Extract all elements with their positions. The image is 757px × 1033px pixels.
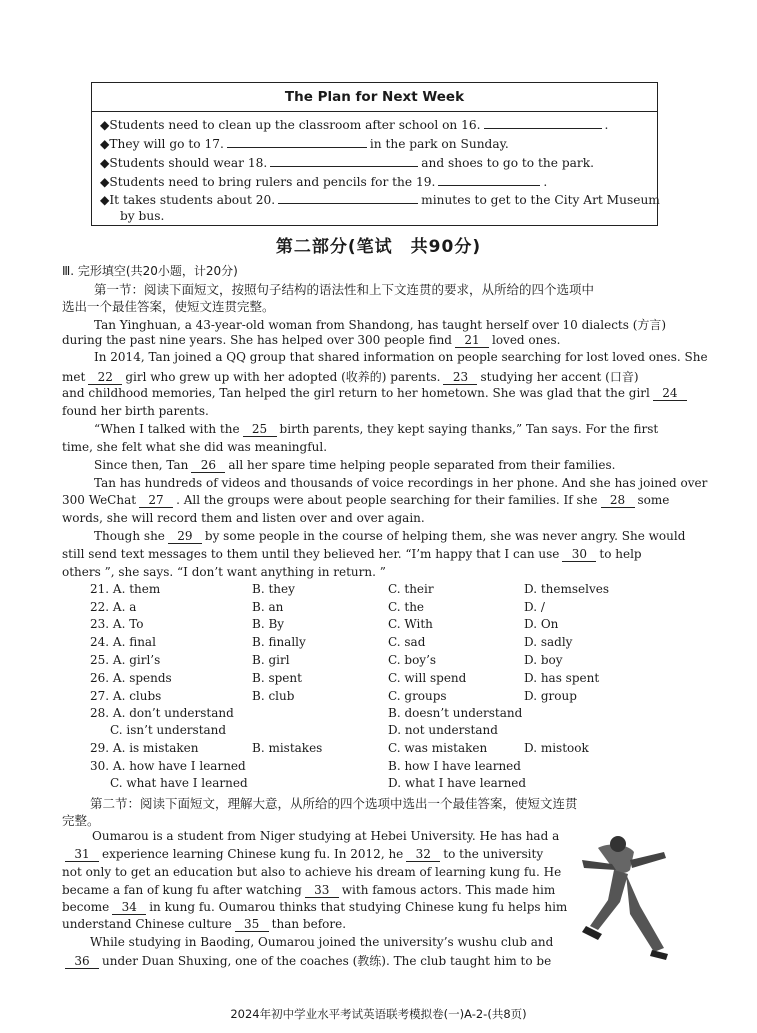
option[interactable]: D. /	[524, 600, 545, 614]
option[interactable]: B. how I have learned	[388, 759, 521, 773]
option[interactable]: 21. A. them	[90, 582, 161, 596]
blank-26[interactable]: 26	[191, 458, 225, 473]
blank-32[interactable]: 32	[406, 847, 440, 862]
answer-blank[interactable]	[438, 173, 540, 186]
option[interactable]: D. On	[524, 617, 559, 631]
blank-33[interactable]: 33	[305, 883, 339, 898]
passage-line: words, she will record them and listen over and over again.	[62, 511, 425, 525]
page-footer: 2024年初中学业水平考试英语联考模拟卷(一)A-2-(共8页)	[230, 1007, 527, 1021]
blank-35[interactable]: 35	[235, 917, 269, 932]
option[interactable]: B. an	[252, 600, 284, 614]
plan-line-cont: by bus.	[120, 209, 165, 223]
option[interactable]: C. their	[388, 582, 434, 596]
option[interactable]: C. what have I learned	[110, 776, 248, 790]
passage-line: still send text messages to them until they believed her. “I’m happy that I can use 30 to help	[62, 547, 642, 561]
option[interactable]: 22. A. a	[90, 600, 137, 614]
passage-line: Tan Yinghuan, a 43-year-old woman from Shandong, has taught herself over 10 dialects (方言)	[94, 318, 667, 332]
blank-24[interactable]: 24	[653, 386, 687, 401]
part3-instructions-2: 选出一个最佳答案，使短文连贯完整。	[62, 299, 275, 314]
part3-instructions: 第一节：阅读下面短文，按照句子结构的语法性和上下文连贯的要求，从所给的四个选项中	[94, 282, 595, 297]
option[interactable]: 27. A. clubs	[90, 689, 162, 703]
option[interactable]: 26. A. spends	[90, 671, 172, 685]
option[interactable]: D. what I have learned	[388, 776, 527, 790]
plan-line-17: ◆They will go to 17. in the park on Sunday.	[100, 137, 509, 151]
kung-fu-figure-image	[568, 830, 678, 962]
answer-blank[interactable]	[227, 135, 367, 148]
option[interactable]: 29. A. is mistaken	[90, 741, 199, 755]
answer-blank[interactable]	[278, 191, 418, 204]
option[interactable]: 23. A. To	[90, 617, 144, 631]
passage-line: 36 under Duan Shuxing, one of the coaches (教练). The club taught him to be	[62, 952, 551, 969]
option[interactable]: 30. A. how have I learned	[90, 759, 246, 773]
section-title: 第二部分(笔试 共90分)	[275, 237, 482, 257]
passage-line: 300 WeChat 27 . All the groups were about people searching for their families. If she 28 some	[62, 493, 670, 507]
plan-line-19: ◆Students need to bring rulers and pencils for the 19. .	[100, 175, 548, 189]
blank-25[interactable]: 25	[243, 422, 277, 437]
option[interactable]: B. mistakes	[252, 741, 323, 755]
passage-line: understand Chinese culture 35 than before.	[62, 917, 347, 931]
option[interactable]: D. has spent	[524, 671, 600, 685]
passage-line: found her birth parents.	[62, 404, 209, 418]
option[interactable]: 24. A. final	[90, 635, 156, 649]
blank-28[interactable]: 28	[601, 493, 635, 508]
passage-line: become 34 in kung fu. Oumarou thinks that studying Chinese kung fu helps him	[62, 900, 568, 914]
passage-line: While studying in Baoding, Oumarou joined the university’s wushu club and	[90, 935, 554, 949]
passage-line: Oumarou is a student from Niger studying at Hebei University. He has had a	[92, 829, 560, 843]
passage-line: Since then, Tan 26 all her spare time helping people separated from their families.	[94, 458, 616, 472]
option[interactable]: D. mistook	[524, 741, 589, 755]
blank-31[interactable]: 31	[65, 847, 99, 862]
option[interactable]: C. boy’s	[388, 653, 437, 667]
blank-21[interactable]: 21	[455, 333, 489, 348]
plan-title: The Plan for Next Week	[92, 83, 657, 112]
plan-line-20: ◆It takes students about 20. minutes to get to the City Art Museum	[100, 193, 660, 207]
option[interactable]: C. was mistaken	[388, 741, 488, 755]
option[interactable]: D. boy	[524, 653, 563, 667]
option[interactable]: B. girl	[252, 653, 290, 667]
option[interactable]: B. club	[252, 689, 295, 703]
passage-line: not only to get an education but also to achieve his dream of learning kung fu. He	[62, 865, 562, 879]
option[interactable]: C. will spend	[388, 671, 467, 685]
option[interactable]: B. spent	[252, 671, 302, 685]
blank-27[interactable]: 27	[139, 493, 173, 508]
option[interactable]: D. sadly	[524, 635, 573, 649]
plan-line-18: ◆Students should wear 18. and shoes to go to the park.	[100, 156, 595, 170]
passage-line: 31 experience learning Chinese kung fu. In 2012, he 32 to the university	[62, 847, 543, 862]
passage-line: became a fan of kung fu after watching 33 with famous actors. This made him	[62, 883, 556, 897]
option[interactable]: C. isn’t understand	[110, 723, 227, 737]
answer-blank[interactable]	[484, 116, 602, 129]
passage-line: Tan has hundreds of videos and thousands of voice recordings in her phone. And she has joined over	[94, 476, 708, 490]
answer-blank[interactable]	[270, 154, 418, 167]
option[interactable]: D. themselves	[524, 582, 609, 596]
blank-34[interactable]: 34	[112, 900, 146, 915]
passage-line: “When I talked with the 25 birth parents, they kept saying thanks,” Tan says. For the first	[94, 422, 659, 436]
passage-line: met 22 girl who grew up with her adopted (收养的) parents. 23 studying her accent (口音)	[62, 370, 639, 384]
option[interactable]: D. not understand	[388, 723, 498, 737]
option[interactable]: 28. A. don’t understand	[90, 706, 234, 720]
plan-line-16: ◆Students need to clean up the classroom after school on 16. .	[100, 118, 609, 132]
passage-line: Though she 29 by some people in the course of helping them, she was never angry. She would	[94, 529, 686, 543]
part3b-instructions: 第二节：阅读下面短文，理解大意，从所给的四个选项中选出一个最佳答案，使短文连贯	[90, 796, 578, 811]
passage-line: In 2014, Tan joined a QQ group that shared information on people searching for lost loved ones. She	[94, 350, 708, 364]
passage-line: and childhood memories, Tan helped the girl return to her hometown. She was glad that the girl 24	[62, 386, 690, 401]
option[interactable]: C. the	[388, 600, 425, 614]
option[interactable]: 25. A. girl’s	[90, 653, 161, 667]
option[interactable]: B. finally	[252, 635, 306, 649]
blank-23[interactable]: 23	[443, 370, 477, 385]
option[interactable]: D. group	[524, 689, 577, 703]
option[interactable]: B. they	[252, 582, 295, 596]
part3-heading: Ⅲ. 完形填空(共20小题，计20分)	[62, 264, 238, 278]
option[interactable]: B. By	[252, 617, 285, 631]
option[interactable]: C. groups	[388, 689, 447, 703]
blank-30[interactable]: 30	[562, 547, 596, 562]
option[interactable]: C. sad	[388, 635, 426, 649]
passage-line: others ”, she says. “I don’t want anything in return. ”	[62, 565, 386, 579]
blank-36[interactable]: 36	[65, 954, 99, 969]
part3b-instructions-2: 完整。	[62, 813, 100, 828]
option[interactable]: C. With	[388, 617, 433, 631]
blank-29[interactable]: 29	[168, 529, 202, 544]
blank-22[interactable]: 22	[88, 370, 122, 385]
plan-table	[91, 82, 658, 226]
option[interactable]: B. doesn’t understand	[388, 706, 523, 720]
passage-line: during the past nine years. She has helped over 300 people find 21 loved ones.	[62, 333, 561, 347]
passage-line: time, she felt what she did was meaningful.	[62, 440, 328, 454]
